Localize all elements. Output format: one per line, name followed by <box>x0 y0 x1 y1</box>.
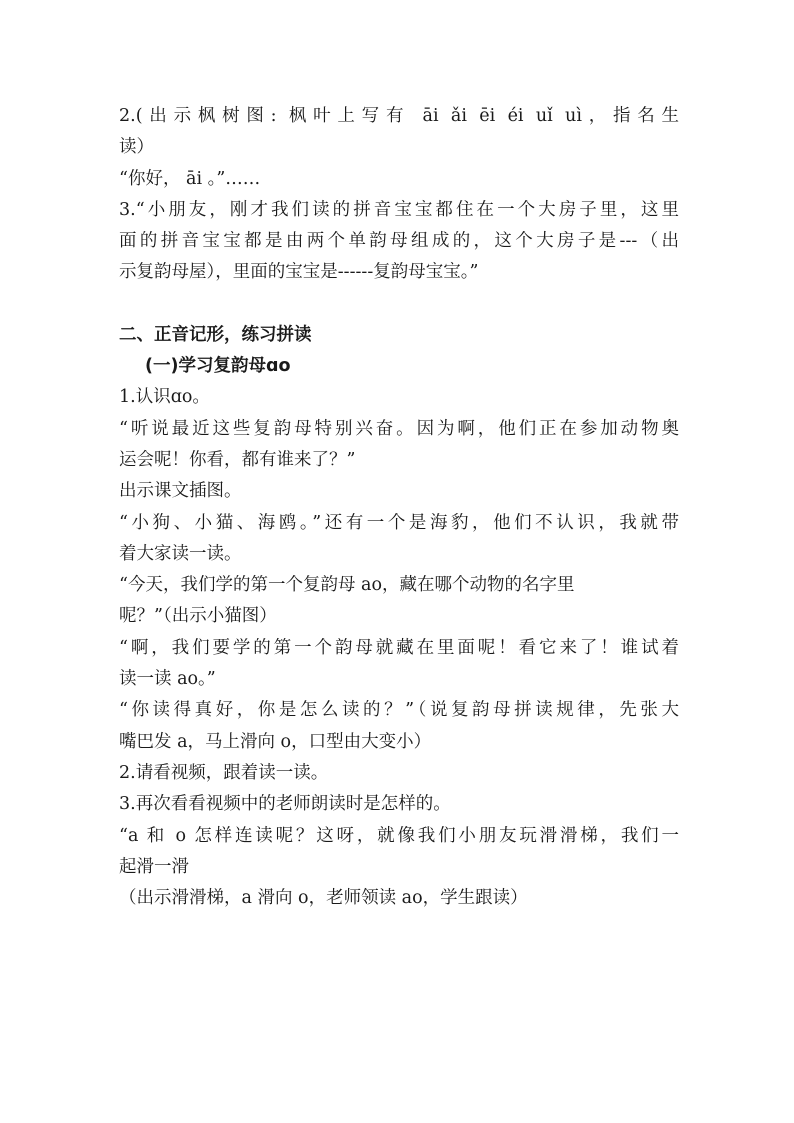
paragraph-line: 示复韵母屋），里面的宝宝是------复韵母宝宝。” <box>119 262 479 283</box>
paragraph-line: 2.(出示枫树图: 枫叶上写有 āi ǎi ēi éi uǐ uì，指名生 <box>119 106 679 126</box>
subsection-heading: (一)学习复韵母ɑo <box>145 356 291 377</box>
paragraph-line: 3.“小朋友，刚才我们读的拼音宝宝都住在一个大房子里，这里 <box>119 199 679 220</box>
paragraph-line: 3.再次看看视频中的老师朗读时是怎样的。 <box>119 794 451 815</box>
paragraph-line: “啊，我们要学的第一个韵母就藏在里面呢！看它来了！谁试着 <box>119 637 679 658</box>
paragraph-line: “a 和 o 怎样连读呢？这呀，就像我们小朋友玩滑滑梯，我们一 <box>119 825 679 846</box>
paragraph-line: “你好， āi 。”…… <box>119 168 261 189</box>
paragraph-line: 1.认识ɑo。 <box>119 387 210 408</box>
section-heading: 二、正音记形，练习拼读 <box>119 324 312 345</box>
paragraph-line: “听说最近这些复韵母特别兴奋。因为啊，他们正在参加动物奥 <box>119 418 679 439</box>
blank-line <box>119 289 679 320</box>
paragraph-line: “你读得真好，你是怎么读的？”（说复韵母拼读规律，先张大 <box>119 700 679 721</box>
paragraph-line: 呢？”（出示小猫图） <box>119 606 277 627</box>
paragraph-line: 出示课文插图。 <box>119 481 242 502</box>
paragraph-line: “今天，我们学的第一个复韵母 ao，藏在哪个动物的名字里 <box>119 575 575 596</box>
paragraph-line: 读一读 ao。” <box>119 669 216 690</box>
paragraph-line: 读） <box>119 137 154 158</box>
paragraph-line: 运会呢！你看，都有谁来了？” <box>119 449 356 470</box>
paragraph-line: 起滑一滑 <box>119 856 189 877</box>
document-body <box>119 101 679 914</box>
paragraph-line: （出示滑滑梯，a 滑向 o，老师领读 ao，学生跟读） <box>119 888 528 909</box>
paragraph-line: 嘴巴发 a，马上滑向 o，口型由大变小） <box>119 731 432 752</box>
paragraph-line: 2.请看视频，跟着读一读。 <box>119 762 329 783</box>
paragraph-line: 着大家读一读。 <box>119 543 242 564</box>
paragraph-line: “小狗、小猫、海鸥。”还有一个是海豹，他们不认识，我就带 <box>119 512 679 533</box>
paragraph-line: 面的拼音宝宝都是由两个单韵母组成的，这个大房子是---（出 <box>119 231 679 252</box>
